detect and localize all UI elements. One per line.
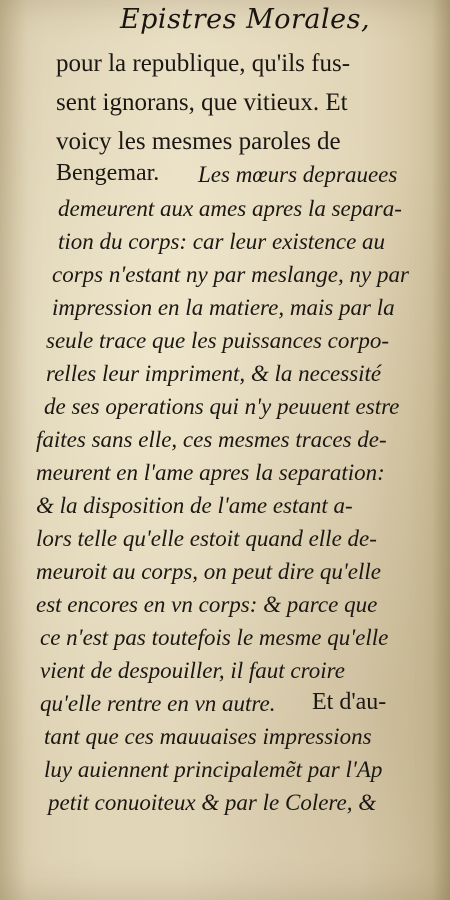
line-text: voicy les mesmes paroles de	[56, 128, 341, 155]
line-text: tant que ces mauuaises impressions	[44, 724, 372, 749]
line-text: pour la republique, qu'ils fus-	[56, 50, 351, 77]
line-text: meuroit au corps, on peut dire qu'elle	[36, 559, 381, 584]
line-text: meurent en l'ame apres la separation:	[36, 460, 385, 485]
line-text: vient de despouiller, il faut croire	[40, 658, 345, 683]
line-text: tion du corps: car leur existence au	[58, 229, 386, 254]
line-text: de ses operations qui n'y peuuent estre	[44, 394, 400, 419]
line-text: luy auiennent principalemẽt par l'Ap	[44, 757, 383, 782]
line-text: impression en la matiere, mais par la	[52, 295, 395, 320]
line-text: petit conuoiteux & par le Colere, &	[48, 790, 377, 815]
line-text: sent ignorans, que vitieux. Et	[56, 89, 348, 116]
line-text: seule trace que les puissances corpo-	[46, 328, 390, 353]
line-text: est encores en vn corps: & parce que	[36, 592, 378, 617]
line-text-roman: Et d'au-	[312, 689, 387, 715]
page-bottom-margin	[30, 830, 420, 831]
line-text-italic: qu'elle rentre en vn autre.	[40, 691, 276, 716]
line-text-italic: Les mœurs deprauees	[198, 162, 398, 187]
line-text: corps n'estant ny par meslange, ny par	[52, 262, 409, 287]
running-head	[0, 4, 450, 35]
line-text: relles leur impriment, & la necessité	[46, 361, 382, 386]
line-text: ce n'est pas toutefois le mesme qu'elle	[40, 625, 389, 650]
line-text: demeurent aux ames apres la separa-	[58, 196, 402, 221]
line-text: lors telle qu'elle estoit quand elle de-	[36, 526, 377, 551]
line-text: & la disposition de l'ame estant a-	[36, 493, 353, 518]
running-title: Epistres Morales,	[119, 4, 371, 35]
line-text: faites sans elle, ces mesmes traces de-	[36, 427, 387, 452]
line-text-roman: Bengemar.	[56, 160, 160, 186]
